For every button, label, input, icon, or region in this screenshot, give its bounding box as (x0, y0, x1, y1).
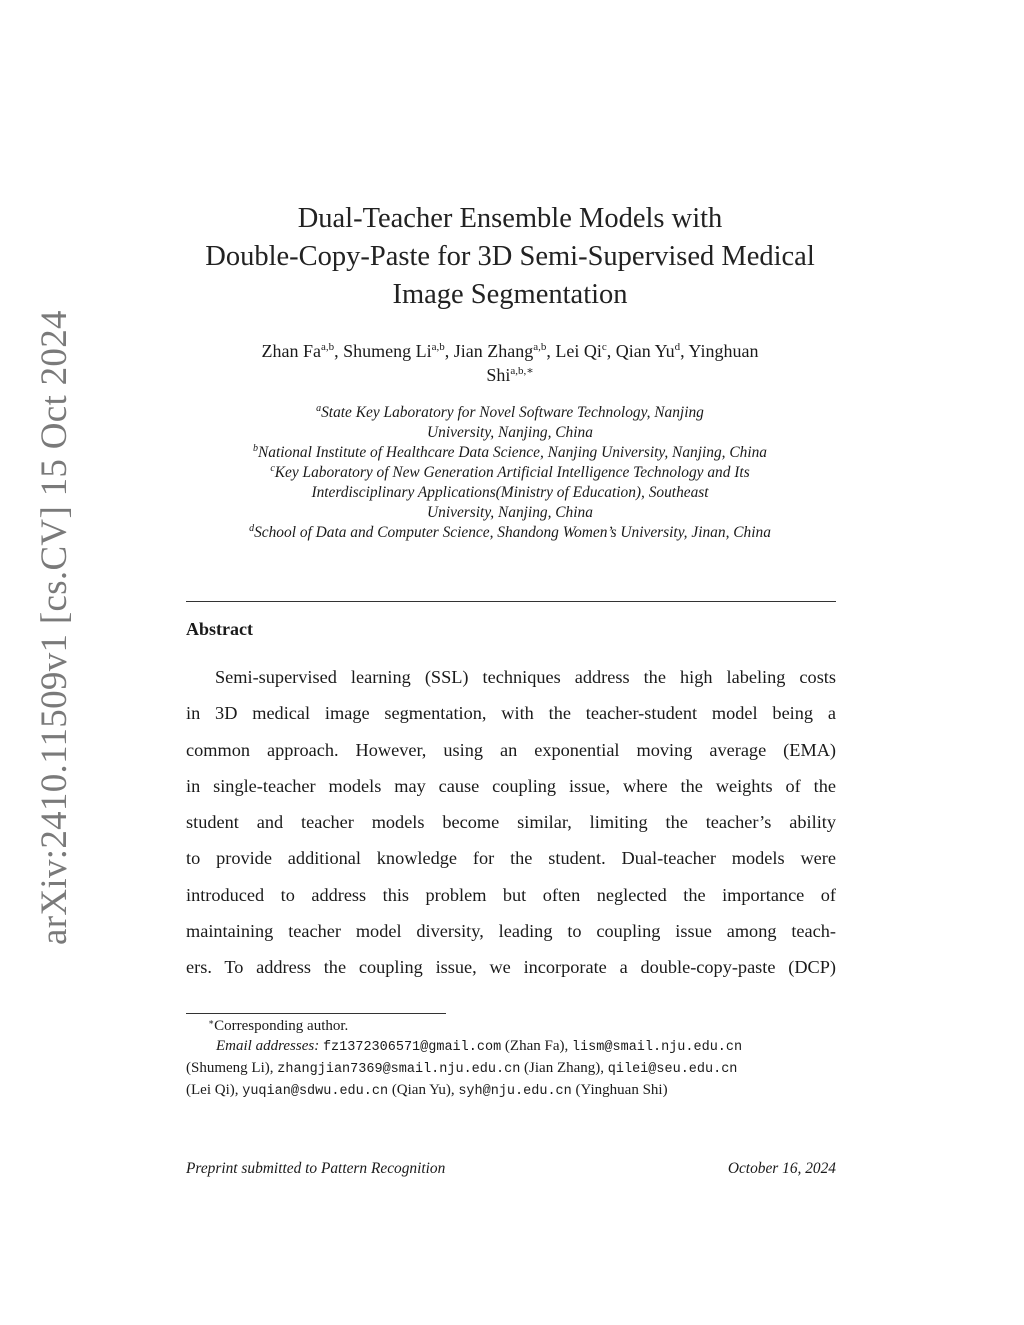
author-line-1: Zhan Fa$^{a,b}$, Shumeng Li$^{a,b}$, Jian Zhang$^{a,b}$, Lei Qi$^c$, Qian Yu$^d$, Yinghuan (261, 341, 759, 361)
author-affil-mark: a,b,∗ (510, 365, 534, 377)
author-name: Qian Yu (615, 341, 675, 361)
email-line-1 (186, 1036, 836, 1058)
affil-text: School of Data and Computer Science, Shandong Women’s University, Jinan, China (254, 524, 771, 541)
author-name: Yinghuan (688, 341, 759, 361)
affil-mark: b (253, 443, 258, 454)
title-line-1: Dual-Teacher Ensemble Models with (297, 203, 723, 234)
author-line-2 (180, 363, 840, 387)
author-name: Lei Qi (555, 341, 602, 361)
corresponding-author-note (186, 1016, 836, 1036)
affil-mark: a (316, 403, 322, 414)
abstract-line: to provide additional knowledge for the student. Dual-teacher models were (186, 848, 836, 869)
email-link[interactable]: yuqian@sdwu.edu.cn (242, 1084, 389, 1099)
abstract-line: Semi-supervised learning (SSL) techniques address the high labeling costs (215, 667, 836, 687)
author-name: Jian Zhang (453, 341, 534, 361)
affil-text: State Key Laboratory for Novel Software Technology, Nanjing (321, 404, 704, 421)
affiliation-c (170, 463, 850, 483)
affil-text: Key Laboratory of New Generation Artificial Intelligence Technology and Its (274, 464, 750, 481)
email-owner: (Shumeng Li), (186, 1060, 274, 1076)
author-name: Shumeng Li (343, 341, 432, 361)
email-owner: (Zhan Fa), (504, 1038, 569, 1054)
affiliation-b (170, 443, 850, 463)
abstract-line: common approach. However, using an exponential moving average (EMA) (186, 739, 836, 760)
affiliation-d (170, 523, 850, 543)
author-affil-mark: a,b (533, 341, 547, 353)
abstract-line: student and teacher models become similar, limiting the teacher’s ability (186, 812, 836, 833)
author-list (180, 339, 840, 387)
author-affil-mark: d (674, 341, 681, 353)
footnote-rule (186, 1013, 446, 1014)
abstract-body (186, 659, 836, 986)
author-name: Shi (486, 365, 511, 385)
abstract-line: maintaining teacher model diversity, leading to coupling issue among teach- (186, 921, 836, 942)
email-line-2 (186, 1058, 836, 1080)
email-owner: (Yinghuan Shi) (575, 1082, 668, 1098)
author-affil-mark: c (601, 341, 607, 353)
email-line-3 (186, 1080, 836, 1102)
author-affil-mark: a,b (321, 341, 335, 353)
author-name: Zhan Fa (261, 341, 321, 361)
email-link[interactable]: qilei@seu.edu.cn (607, 1062, 738, 1077)
affiliation-a-cont: University, Nanjing, China (427, 424, 593, 441)
email-owner: (Qian Yu), (391, 1082, 455, 1098)
email-link[interactable]: zhangjian7369@smail.nju.edu.cn (277, 1062, 521, 1077)
abstract-heading: Abstract (186, 619, 253, 639)
arxiv-identifier-stamp: arXiv:2410.11509v1 [cs.CV] 15 Oct 2024 (34, 310, 75, 945)
email-owner: (Lei Qi), (186, 1082, 239, 1098)
footer-date: October 16, 2024 (727, 1160, 836, 1177)
affil-text: National Institute of Healthcare Data Science, Nanjing University, Nanjing, China (258, 444, 767, 461)
abstract-line: ers. To address the coupling issue, we incorporate a double-copy-paste (DCP) (186, 957, 836, 978)
affiliation-a (170, 403, 850, 423)
abstract-line: in single-teacher models may cause coupling issue, where the weights of the (186, 775, 836, 796)
email-link[interactable]: fz1372306571@gmail.com (322, 1040, 502, 1055)
footnote (186, 1016, 836, 1102)
footnote-text: Corresponding author. (214, 1018, 349, 1034)
abstract-top-rule (186, 601, 836, 602)
affiliation-c-cont: University, Nanjing, China (427, 504, 593, 521)
paper-title (140, 200, 880, 314)
email-link[interactable]: lism@smail.nju.edu.cn (571, 1040, 743, 1055)
email-owner: (Jian Zhang), (524, 1060, 605, 1076)
title-line-2: Double-Copy-Paste for 3D Semi-Supervised Medical (205, 241, 815, 272)
affiliation-list (170, 403, 850, 543)
email-label: Email addresses: (216, 1038, 320, 1054)
email-link[interactable]: syh@nju.edu.cn (458, 1084, 572, 1099)
title-line-3: Image Segmentation (392, 279, 628, 310)
preprint-note: Preprint submitted to Pattern Recognition (186, 1160, 446, 1177)
affil-mark: c (270, 463, 275, 474)
abstract-line: in 3D medical image segmentation, with the teacher-student model being a (186, 703, 836, 724)
footnote-mark: ∗ (208, 1017, 215, 1027)
affil-mark: d (249, 523, 255, 534)
abstract-line: introduced to address this problem but often neglected the importance of (186, 884, 836, 905)
affiliation-c-cont: Interdisciplinary Applications(Ministry of Education), Southeast (311, 484, 709, 501)
author-affil-mark: a,b (431, 341, 445, 353)
